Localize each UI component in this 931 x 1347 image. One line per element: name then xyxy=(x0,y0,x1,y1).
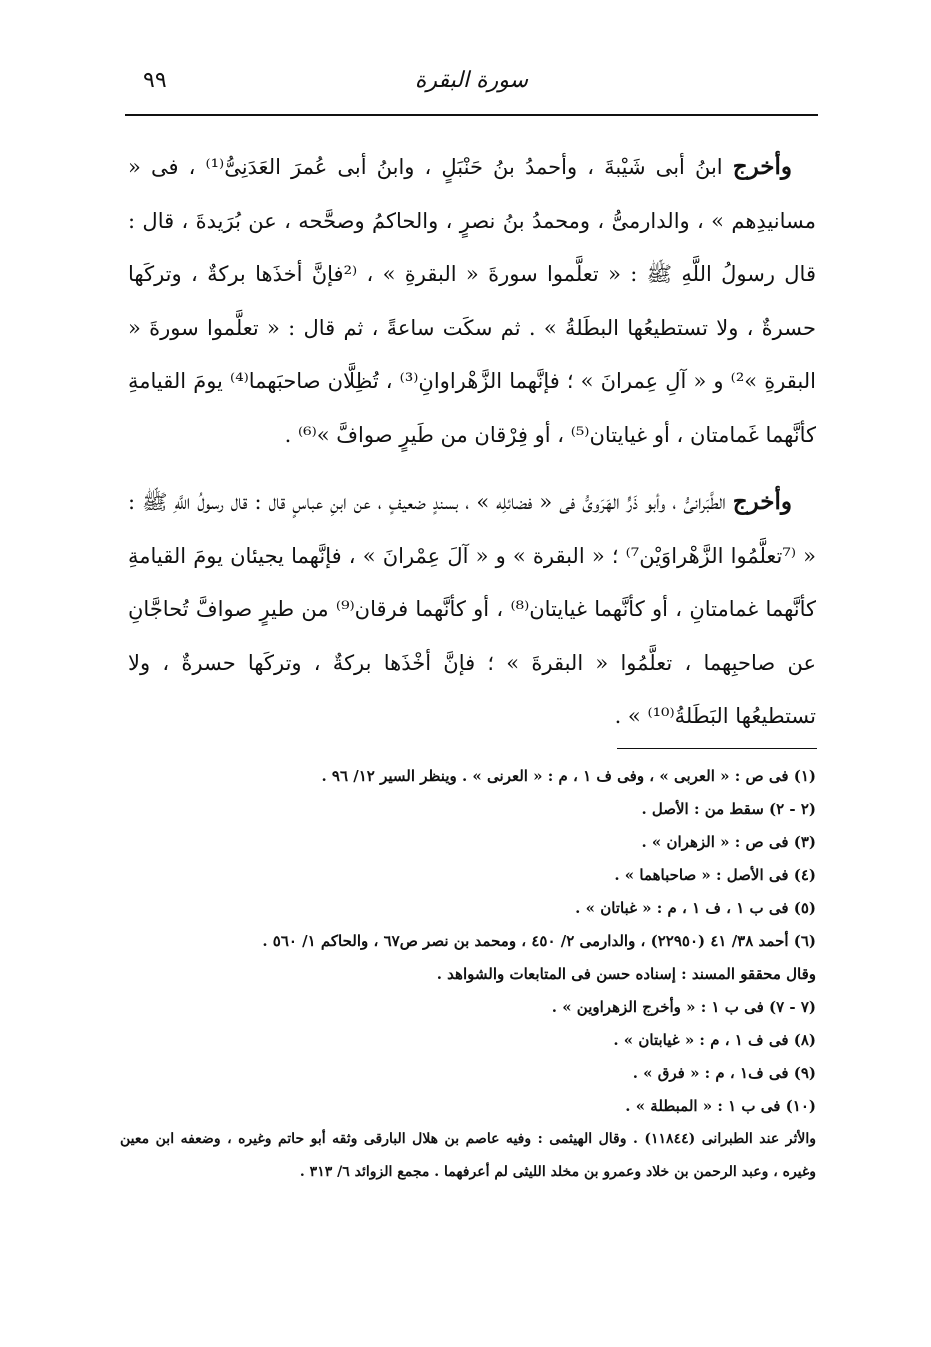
paragraph-2-text: الطَّبَرانىُّ ، وأبو ذَرٍّ الهَرَوىُّ فى « فضائلِه » ، بسندٍ ضعيفٍ ، عن ابنِ عباسٍ قال : قال رسولُ اللَّهِ ﷺ : « ⁽⁷تعلَّمُوا الزَّهْراوَيْن⁷⁾ ؛ « البقرة » و « آلَ عِمْرانَ » ، فإنَّهما يجيئان يومَ القيامةِ كأنَّهما غمامتانِ ، أو كأنَّهما غيايتان⁽⁸⁾ ، أو كأنَّهما فرقان⁽⁹⁾ من طيرٍ صوافَّ تُحاجَّانِ عن صاحبِهما ، تعلَّمُوا « البقرةَ » ؛ فإنَّ أخْذَها بركةٌ ، وتركَها حسرةٌ ، ولا تستطيعُها البَطَلةُ⁽¹⁰⁾ » . xyxy=(128,490,816,728)
page-number: ٩٩ xyxy=(143,68,167,93)
paragraph-2-lead: وأخرج xyxy=(732,488,792,515)
footnote-7: (٧ - ٧) فى ب ١ : « وأخرج الزهراوين » . xyxy=(551,998,816,1016)
footnote-4: (٤) فى الأصل : « صاحباهما » . xyxy=(614,866,816,884)
paragraph-1 xyxy=(128,140,816,462)
footnote-athar: والأثر عند الطبرانى (١١٨٤٤) . وقال الهيثمى : وفيه عاصم بن هلال البارقى وثقه أبو حاتم وغيره ، وضعفه ابن معين وغيره ، وعبد الرحمن بن خلاد وعمرو بن مخلد الليثى لم أعرفهما . مجمع الزوائد ٦/ ٣١٣ . xyxy=(120,1131,816,1180)
footnote-8: (٨) فى ف ١ ، م : « غيابتان » . xyxy=(613,1031,816,1049)
footnote-9: (٩) فى ف١ ، م : « فرق » . xyxy=(632,1064,816,1082)
footnote-2: (٢ - ٢) سقط من : الأصل . xyxy=(641,800,816,818)
footnote-rule xyxy=(617,748,817,749)
paragraph-1-lead: وأخرج xyxy=(732,153,792,180)
header-rule xyxy=(125,114,818,116)
page-header xyxy=(125,62,818,102)
footnote-6: (٦) أحمد ٣٨/ ٤١ (٢٢٩٥٠) ، والدارمى ٢/ ٤٥٠ ، ومحمد بن نصر ص٦٧ ، والحاكم ١/ ٥٦٠ . xyxy=(262,932,816,950)
footnote-6-note: وقال محققو المسند : إسناده حسن فى المتابعات والشواهد . xyxy=(436,965,816,983)
footnote-5: (٥) فى ب ١ ، ف ١ ، م : « غباتان » . xyxy=(575,899,816,917)
footnote-1: (١) فى ص : « العربى » ، وفى ف ١ ، م : « العرنى » . وينظر السير ١٢/ ٩٦ . xyxy=(321,767,816,785)
main-text xyxy=(128,140,816,757)
paragraph-1-text: ابنُ أبى شَيْبةَ ، وأحمدُ بنُ حَنْبَلٍ ، وابنُ أبى عُمرَ العَدَنِىُّ⁽¹⁾ ، فى « مسانيدِهم » ، والدارمىُّ ، ومحمدُ بنُ نصرٍ ، والحاكمُ وصحَّحه ، عن بُرَيدةَ ، قال : قال رسولُ اللَّهِ ﷺ : « تعلَّموا سورةَ « البقرةِ » ، ⁽²فإنَّ أخذَها بركةٌ ، وتركَها حسرةٌ ، ولا تستطيعُها البطَلةُ » . ثم سكَت ساعةً ، ثم قال : « تعلَّموا سورةَ « البقرةِ »²⁾ و « آلِ عِمرانَ » ؛ فإنَّهما الزَّهْراوانِ⁽³⁾ ، تُظِلَّان صاحبَهما⁽⁴⁾ يومَ القيامةِ كأنَّهما غَمامتان ، أو غيايتان⁽⁵⁾ ، أو فِرْقان من طَيرٍ صوافَّ »⁽⁶⁾ . xyxy=(128,155,816,447)
running-title: سورة البقرة xyxy=(414,68,529,93)
footnote-3: (٣) فى ص : « الزهران » . xyxy=(641,833,816,851)
footnotes xyxy=(120,760,816,1189)
footnote-10: (١٠) فى ب ١ : « المبطلة » . xyxy=(625,1097,816,1115)
paragraph-2 xyxy=(128,475,816,744)
